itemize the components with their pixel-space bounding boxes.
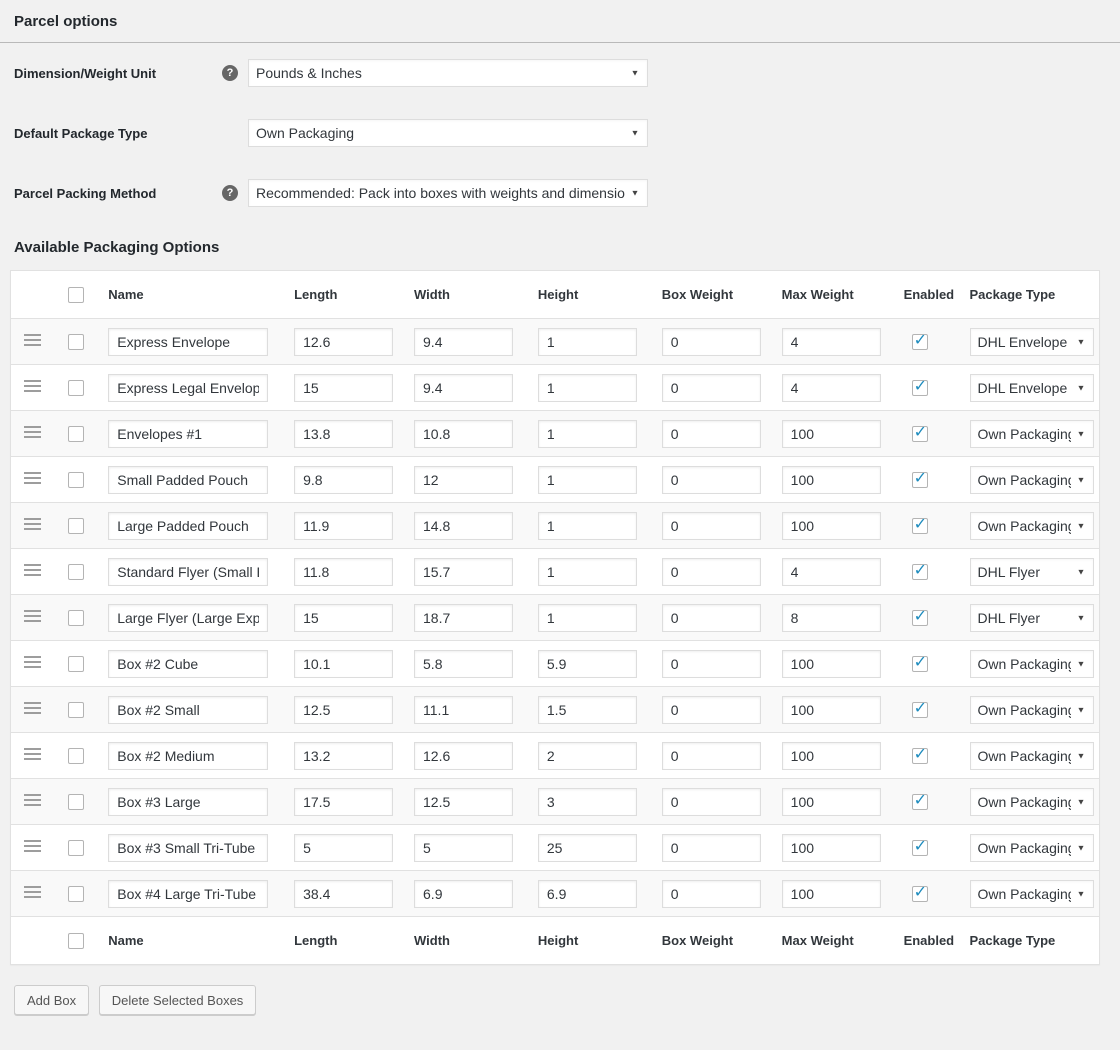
footer-handle-spacer	[11, 917, 55, 965]
box-height-input[interactable]	[538, 604, 637, 632]
package-type-select-wrap	[970, 650, 1094, 678]
box-enabled-checkbox[interactable]	[912, 518, 928, 534]
box-name-input[interactable]	[108, 512, 268, 540]
row-select-checkbox[interactable]	[68, 610, 84, 626]
drag-handle-icon[interactable]	[24, 886, 41, 898]
row-select-checkbox[interactable]	[68, 702, 84, 718]
box-width-input[interactable]	[414, 604, 513, 632]
parcel-packing-method-label: Parcel Packing Method	[14, 185, 157, 201]
box-max-weight-input[interactable]	[782, 650, 881, 678]
box-max-weight-input[interactable]	[782, 558, 881, 586]
add-box-button[interactable]: Add Box	[14, 985, 89, 1015]
box-width-input[interactable]	[414, 512, 513, 540]
packaging-row	[11, 411, 1100, 457]
box-length-input[interactable]	[294, 420, 393, 448]
package-type-select[interactable]	[970, 834, 1094, 862]
box-max-weight-input[interactable]	[782, 466, 881, 494]
box-enabled-checkbox[interactable]	[912, 380, 928, 396]
box-length-input[interactable]	[294, 650, 393, 678]
parcel-packing-method-select-wrap	[248, 179, 648, 207]
table-footer-row	[11, 917, 1100, 965]
dimension-weight-unit-label: Dimension/Weight Unit	[14, 65, 157, 81]
select-all-checkbox[interactable]	[68, 287, 84, 303]
box-height-input[interactable]	[538, 696, 637, 724]
box-name-input[interactable]	[108, 742, 268, 770]
box-width-input[interactable]	[414, 696, 513, 724]
column-header-height: Height	[537, 287, 579, 302]
packaging-row	[11, 779, 1100, 825]
box-enabled-checkbox[interactable]	[912, 472, 928, 488]
package-type-select[interactable]	[970, 558, 1094, 586]
box-width-input[interactable]	[414, 880, 513, 908]
box-name-input[interactable]	[108, 834, 268, 862]
box-enabled-checkbox[interactable]	[912, 334, 928, 350]
drag-handle-icon[interactable]	[24, 610, 41, 622]
box-length-input[interactable]	[294, 788, 393, 816]
package-type-select[interactable]	[970, 374, 1094, 402]
package-type-select[interactable]	[970, 328, 1094, 356]
box-max-weight-input[interactable]	[782, 880, 881, 908]
box-enabled-checkbox[interactable]	[912, 794, 928, 810]
row-select-checkbox[interactable]	[68, 472, 84, 488]
box-height-input[interactable]	[538, 466, 637, 494]
box-length-input[interactable]	[294, 834, 393, 862]
default-package-type-select[interactable]	[248, 119, 648, 147]
column-header-length: Length	[294, 287, 338, 302]
box-name-input[interactable]	[108, 604, 268, 632]
box-height-input[interactable]	[538, 374, 637, 402]
drag-handle-icon[interactable]	[24, 656, 41, 668]
box-enabled-checkbox[interactable]	[912, 748, 928, 764]
delete-selected-boxes-button[interactable]: Delete Selected Boxes	[99, 985, 257, 1015]
box-length-input[interactable]	[294, 328, 393, 356]
box-name-input[interactable]	[108, 420, 268, 448]
box-weight-input[interactable]	[662, 604, 761, 632]
table-actions	[14, 985, 1120, 1015]
box-length-input[interactable]	[294, 466, 393, 494]
drag-handle-icon[interactable]	[24, 564, 41, 576]
box-name-input[interactable]	[108, 328, 268, 356]
box-name-input[interactable]	[108, 466, 268, 494]
box-weight-input[interactable]	[662, 420, 761, 448]
box-max-weight-input[interactable]	[782, 604, 881, 632]
packaging-row	[11, 503, 1100, 549]
packaging-row	[11, 549, 1100, 595]
dimension-weight-unit-select-wrap	[248, 59, 648, 87]
column-header-name: Name	[108, 287, 144, 302]
footer-header-enabled: Enabled	[903, 933, 955, 948]
table-header-row	[11, 271, 1100, 319]
box-weight-input[interactable]	[662, 650, 761, 678]
box-name-input[interactable]	[108, 374, 268, 402]
box-height-input[interactable]	[538, 880, 637, 908]
packaging-row	[11, 319, 1100, 365]
form-row-dimension-weight-unit	[14, 59, 1120, 87]
row-select-checkbox[interactable]	[68, 564, 84, 580]
box-height-input[interactable]	[538, 650, 637, 678]
packaging-row	[11, 687, 1100, 733]
footer-header-box-weight: Box Weight	[661, 933, 734, 948]
package-type-select[interactable]	[970, 466, 1094, 494]
footer-header-package-type: Package Type	[969, 933, 1056, 948]
drag-handle-icon[interactable]	[24, 794, 41, 806]
footer-header-height: Height	[537, 933, 579, 948]
row-select-checkbox[interactable]	[68, 334, 84, 350]
package-type-select-wrap	[970, 466, 1094, 494]
box-weight-input[interactable]	[662, 696, 761, 724]
help-icon[interactable]: ?	[222, 65, 238, 81]
box-weight-input[interactable]	[662, 834, 761, 862]
box-max-weight-input[interactable]	[782, 834, 881, 862]
packaging-options-table	[10, 270, 1100, 965]
box-weight-input[interactable]	[662, 742, 761, 770]
packaging-row	[11, 365, 1100, 411]
box-width-input[interactable]	[414, 558, 513, 586]
package-type-select[interactable]	[970, 788, 1094, 816]
form-row-default-package-type	[14, 119, 1120, 147]
box-height-input[interactable]	[538, 834, 637, 862]
drag-handle-icon[interactable]	[24, 334, 41, 346]
package-type-select[interactable]	[970, 420, 1094, 448]
package-type-select[interactable]	[970, 512, 1094, 540]
drag-handle-icon[interactable]	[24, 748, 41, 760]
box-max-weight-input[interactable]	[782, 420, 881, 448]
box-weight-input[interactable]	[662, 788, 761, 816]
box-name-input[interactable]	[108, 696, 268, 724]
package-type-select-wrap	[970, 374, 1094, 402]
box-max-weight-input[interactable]	[782, 696, 881, 724]
packaging-row	[11, 733, 1100, 779]
box-max-weight-input[interactable]	[782, 328, 881, 356]
packaging-row	[11, 871, 1100, 917]
column-header-width: Width	[414, 287, 450, 302]
box-width-input[interactable]	[414, 788, 513, 816]
parcel-packing-method-select[interactable]	[248, 179, 648, 207]
package-type-select-wrap	[970, 788, 1094, 816]
package-type-select-wrap	[970, 880, 1094, 908]
box-max-weight-input[interactable]	[782, 512, 881, 540]
drag-handle-icon[interactable]	[24, 380, 41, 392]
drag-handle-icon[interactable]	[24, 472, 41, 484]
box-name-input[interactable]	[108, 788, 268, 816]
drag-handle-icon[interactable]	[24, 702, 41, 714]
dimension-weight-unit-select[interactable]	[248, 59, 648, 87]
packaging-row	[11, 641, 1100, 687]
row-select-checkbox[interactable]	[68, 794, 84, 810]
box-enabled-checkbox[interactable]	[912, 840, 928, 856]
box-enabled-checkbox[interactable]	[912, 656, 928, 672]
packaging-row	[11, 595, 1100, 641]
header-handle-spacer	[11, 271, 55, 319]
box-weight-input[interactable]	[662, 466, 761, 494]
box-length-input[interactable]	[294, 696, 393, 724]
box-enabled-checkbox[interactable]	[912, 886, 928, 902]
drag-handle-icon[interactable]	[24, 840, 41, 852]
column-header-box-weight: Box Weight	[661, 287, 734, 302]
box-height-input[interactable]	[538, 420, 637, 448]
footer-header-max-weight: Max Weight	[781, 933, 854, 948]
box-width-input[interactable]	[414, 420, 513, 448]
package-type-select-wrap	[970, 328, 1094, 356]
package-type-select[interactable]	[970, 880, 1094, 908]
box-height-input[interactable]	[538, 788, 637, 816]
row-select-checkbox[interactable]	[68, 656, 84, 672]
box-length-input[interactable]	[294, 374, 393, 402]
row-select-checkbox[interactable]	[68, 380, 84, 396]
packaging-row	[11, 457, 1100, 503]
row-select-checkbox[interactable]	[68, 748, 84, 764]
parcel-options-form	[0, 43, 1120, 207]
box-weight-input[interactable]	[662, 880, 761, 908]
drag-handle-icon[interactable]	[24, 518, 41, 530]
box-height-input[interactable]	[538, 742, 637, 770]
box-enabled-checkbox[interactable]	[912, 610, 928, 626]
column-header-max-weight: Max Weight	[781, 287, 854, 302]
box-enabled-checkbox[interactable]	[912, 702, 928, 718]
package-type-select-wrap	[970, 604, 1094, 632]
row-select-checkbox[interactable]	[68, 840, 84, 856]
box-length-input[interactable]	[294, 742, 393, 770]
package-type-select-wrap	[970, 512, 1094, 540]
footer-header-length: Length	[294, 933, 338, 948]
box-weight-input[interactable]	[662, 328, 761, 356]
box-height-input[interactable]	[538, 328, 637, 356]
drag-handle-icon[interactable]	[24, 426, 41, 438]
default-package-type-label: Default Package Type	[14, 125, 148, 141]
box-max-weight-input[interactable]	[782, 374, 881, 402]
box-width-input[interactable]	[414, 328, 513, 356]
box-width-input[interactable]	[414, 742, 513, 770]
box-length-input[interactable]	[294, 880, 393, 908]
box-name-input[interactable]	[108, 880, 268, 908]
box-length-input[interactable]	[294, 558, 393, 586]
section-header	[0, 0, 1120, 43]
box-weight-input[interactable]	[662, 558, 761, 586]
package-type-select[interactable]	[970, 650, 1094, 678]
footer-header-name: Name	[108, 933, 144, 948]
box-weight-input[interactable]	[662, 512, 761, 540]
box-name-input[interactable]	[108, 558, 268, 586]
package-type-select[interactable]	[970, 742, 1094, 770]
page-title: Parcel options	[14, 13, 118, 30]
packaging-row	[11, 825, 1100, 871]
row-select-checkbox[interactable]	[68, 886, 84, 902]
form-row-parcel-packing-method	[14, 179, 1120, 207]
package-type-select[interactable]	[970, 604, 1094, 632]
help-icon[interactable]: ?	[222, 185, 238, 201]
box-enabled-checkbox[interactable]	[912, 564, 928, 580]
box-length-input[interactable]	[294, 604, 393, 632]
default-package-type-select-wrap	[248, 119, 648, 147]
column-header-enabled: Enabled	[903, 287, 955, 302]
box-height-input[interactable]	[538, 512, 637, 540]
row-select-checkbox[interactable]	[68, 518, 84, 534]
package-type-select-wrap	[970, 558, 1094, 586]
package-type-select-wrap	[970, 420, 1094, 448]
package-type-select[interactable]	[970, 696, 1094, 724]
select-all-checkbox-footer[interactable]	[68, 933, 84, 949]
box-max-weight-input[interactable]	[782, 788, 881, 816]
box-width-input[interactable]	[414, 650, 513, 678]
row-select-checkbox[interactable]	[68, 426, 84, 442]
package-type-select-wrap	[970, 834, 1094, 862]
column-header-package-type: Package Type	[969, 287, 1056, 302]
box-weight-input[interactable]	[662, 374, 761, 402]
footer-header-width: Width	[414, 933, 450, 948]
box-length-input[interactable]	[294, 512, 393, 540]
box-enabled-checkbox[interactable]	[912, 426, 928, 442]
packaging-options-title: Available Packaging Options	[14, 239, 220, 256]
box-width-input[interactable]	[414, 834, 513, 862]
box-max-weight-input[interactable]	[782, 742, 881, 770]
box-name-input[interactable]	[108, 650, 268, 678]
package-type-select-wrap	[970, 742, 1094, 770]
box-width-input[interactable]	[414, 466, 513, 494]
box-width-input[interactable]	[414, 374, 513, 402]
package-type-select-wrap	[970, 696, 1094, 724]
box-height-input[interactable]	[538, 558, 637, 586]
